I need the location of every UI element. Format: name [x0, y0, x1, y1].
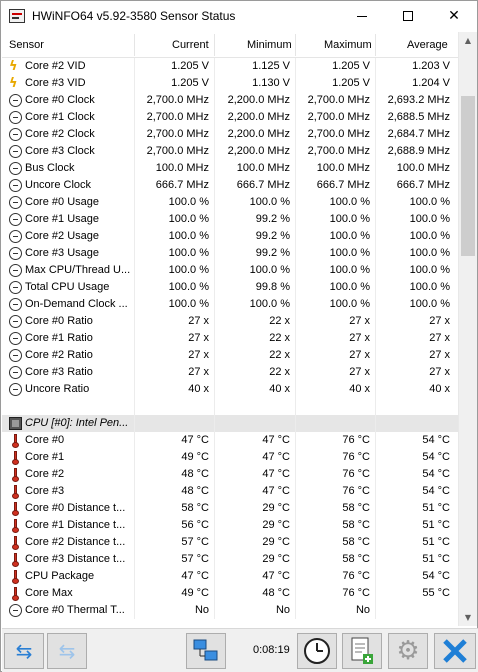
- sensor-name: Core #3 Clock: [25, 145, 95, 157]
- gauge-icon: [9, 111, 22, 124]
- maximum-value: 58 °C: [342, 553, 370, 565]
- table-row[interactable]: [2, 449, 458, 466]
- minimum-value: 29 °C: [262, 502, 290, 514]
- current-value: 48 °C: [181, 485, 209, 497]
- minimum-value: 47 °C: [262, 451, 290, 463]
- average-value: 54 °C: [422, 468, 450, 480]
- minimum-value: 48 °C: [262, 587, 290, 599]
- column-header-average[interactable]: Average: [407, 39, 448, 51]
- sensor-name: Core #3 VID: [25, 77, 86, 89]
- gauge-icon: [9, 315, 22, 328]
- maximum-value: 100.0 %: [329, 264, 370, 276]
- maximum-value: 76 °C: [342, 434, 370, 446]
- column-header-minimum[interactable]: Minimum: [247, 39, 292, 51]
- sensor-name: Core #1 Usage: [25, 213, 99, 225]
- minimum-value: 22 x: [269, 332, 290, 344]
- gauge-icon: [9, 230, 22, 243]
- double-arrow-dim-icon: ⇆: [58, 639, 76, 663]
- gauge-icon: [9, 366, 22, 379]
- gauge-icon: [9, 247, 22, 260]
- maximum-value: 1.205 V: [332, 77, 370, 89]
- current-value: 47 °C: [181, 434, 209, 446]
- current-value: 100.0 %: [168, 247, 209, 259]
- maximum-value: 2,700.0 MHz: [307, 94, 370, 106]
- average-value: 100.0 %: [409, 196, 450, 208]
- sensor-name: Core #0 Clock: [25, 94, 95, 106]
- average-value: 1.204 V: [412, 77, 450, 89]
- current-value: No: [194, 604, 209, 616]
- table-row[interactable]: [2, 330, 458, 347]
- sensor-name: Core #0 Usage: [25, 196, 99, 208]
- current-value: 100.0 %: [168, 213, 209, 225]
- minimum-value: 47 °C: [262, 468, 290, 480]
- gear-icon: ⚙: [396, 636, 420, 666]
- minimum-value: 100.0 %: [249, 196, 290, 208]
- average-value: 2,684.7 MHz: [387, 128, 450, 140]
- current-value: 57 °C: [181, 536, 209, 548]
- scroll-down-arrow-icon[interactable]: ▼: [464, 613, 472, 622]
- sensor-name: Core #2 Clock: [25, 128, 95, 140]
- average-value: 40 x: [429, 383, 450, 395]
- table-row[interactable]: [2, 585, 458, 602]
- current-value: 27 x: [188, 332, 209, 344]
- minimum-value: 2,200.0 MHz: [227, 94, 290, 106]
- column-header-current[interactable]: Current: [172, 39, 209, 51]
- close-x-icon: [441, 637, 469, 665]
- thermometer-icon: [9, 553, 22, 566]
- thermometer-icon: [9, 587, 22, 600]
- minimum-value: 22 x: [269, 349, 290, 361]
- table-row[interactable]: [2, 432, 458, 449]
- minimum-value: 2,200.0 MHz: [227, 145, 290, 157]
- maximum-value: 58 °C: [342, 519, 370, 531]
- sensor-name: Core #0 Thermal T...: [25, 604, 125, 616]
- maximize-icon: [403, 11, 413, 21]
- minimum-value: 99.2 %: [255, 247, 290, 259]
- sensor-name: Core #3 Distance t...: [25, 553, 126, 565]
- status-toolbar: [2, 628, 478, 672]
- sensor-name: CPU Package: [25, 570, 95, 582]
- current-value: 27 x: [188, 366, 209, 378]
- average-value: 666.7 MHz: [396, 179, 450, 191]
- current-value: 100.0 %: [168, 298, 209, 310]
- sensor-name: Core #2 Usage: [25, 230, 99, 242]
- average-value: 100.0 %: [409, 281, 450, 293]
- current-value: 1.205 V: [171, 60, 209, 72]
- table-row[interactable]: [2, 92, 458, 109]
- minimum-value: 100.0 %: [249, 298, 290, 310]
- maximum-value: 27 x: [349, 332, 370, 344]
- gauge-icon: [9, 94, 22, 107]
- current-value: 27 x: [188, 349, 209, 361]
- sensor-name: Max CPU/Thread U...: [25, 264, 131, 276]
- column-header-sensor[interactable]: Sensor: [9, 39, 44, 51]
- current-value: 2,700.0 MHz: [146, 145, 209, 157]
- sensor-name: Core #2 Distance t...: [25, 536, 126, 548]
- sensor-name: Core #2 Ratio: [25, 349, 93, 361]
- table-row[interactable]: [2, 211, 458, 228]
- minimum-value: 40 x: [269, 383, 290, 395]
- table-row[interactable]: [2, 126, 458, 143]
- sensor-name: Total CPU Usage: [25, 281, 110, 293]
- title-bar[interactable]: [1, 1, 477, 31]
- maximum-value: 100.0 %: [329, 230, 370, 242]
- minimum-value: 100.0 MHz: [236, 162, 290, 174]
- blank-row: [2, 398, 458, 415]
- minimum-value: 29 °C: [262, 519, 290, 531]
- average-value: 100.0 MHz: [396, 162, 450, 174]
- maximum-value: 58 °C: [342, 536, 370, 548]
- table-row[interactable]: [2, 381, 458, 398]
- table-row[interactable]: [2, 279, 458, 296]
- table-row[interactable]: [2, 160, 458, 177]
- maximum-value: 27 x: [349, 349, 370, 361]
- maximum-value: 100.0 %: [329, 298, 370, 310]
- cpu-chip-icon: [9, 417, 22, 430]
- average-value: 51 °C: [422, 502, 450, 514]
- minimum-value: 47 °C: [262, 570, 290, 582]
- elapsed-timer: 0:08:19: [253, 644, 290, 656]
- maximum-value: 666.7 MHz: [316, 179, 370, 191]
- maximum-value: 2,700.0 MHz: [307, 128, 370, 140]
- close-icon: ✕: [448, 8, 460, 24]
- minimize-button[interactable]: [339, 1, 385, 31]
- average-value: 1.203 V: [412, 60, 450, 72]
- table-row[interactable]: [2, 296, 458, 313]
- table-row[interactable]: [2, 551, 458, 568]
- gauge-icon: [9, 145, 22, 158]
- gauge-icon: [9, 162, 22, 175]
- table-row[interactable]: [2, 245, 458, 262]
- sensor-rows: [2, 58, 458, 619]
- average-value: 100.0 %: [409, 213, 450, 225]
- vertical-scrollbar[interactable]: [458, 32, 477, 626]
- current-value: 57 °C: [181, 553, 209, 565]
- thermometer-icon: [9, 519, 22, 532]
- maximum-value: 58 °C: [342, 502, 370, 514]
- average-value: 55 °C: [422, 587, 450, 599]
- current-value: 56 °C: [181, 519, 209, 531]
- thermometer-icon: [9, 536, 22, 549]
- maximum-value: 100.0 MHz: [316, 162, 370, 174]
- thermometer-icon: [9, 502, 22, 515]
- gauge-icon: [9, 332, 22, 345]
- minimum-value: No: [275, 604, 290, 616]
- report-add-icon: [349, 636, 375, 666]
- table-row[interactable]: [2, 177, 458, 194]
- maximum-value: 27 x: [349, 315, 370, 327]
- sensor-name: Core Max: [25, 587, 73, 599]
- maximum-value: 100.0 %: [329, 196, 370, 208]
- minimum-value: 99.2 %: [255, 230, 290, 242]
- table-row[interactable]: [2, 483, 458, 500]
- sensor-table[interactable]: [2, 32, 458, 626]
- current-value: 49 °C: [181, 451, 209, 463]
- sensor-name: Core #1 Ratio: [25, 332, 93, 344]
- table-row[interactable]: [2, 364, 458, 381]
- minimum-value: 99.8 %: [255, 281, 290, 293]
- gauge-icon: [9, 196, 22, 209]
- sensor-name: CPU [#0]: Intel Pen...: [25, 417, 129, 429]
- sensor-name: Core #0 Distance t...: [25, 502, 126, 514]
- table-row[interactable]: [2, 313, 458, 330]
- sensor-name: On-Demand Clock ...: [25, 298, 128, 310]
- gauge-icon: [9, 281, 22, 294]
- minimum-value: 2,200.0 MHz: [227, 111, 290, 123]
- maximum-value: 27 x: [349, 366, 370, 378]
- maximum-value: 76 °C: [342, 451, 370, 463]
- current-value: 47 °C: [181, 570, 209, 582]
- minimize-icon: [357, 16, 367, 17]
- window-title: HWiNFO64 v5.92-3580 Sensor Status: [32, 9, 236, 23]
- sensor-name: Uncore Ratio: [25, 383, 90, 395]
- minimum-value: 22 x: [269, 366, 290, 378]
- thermometer-icon: [9, 468, 22, 481]
- sensor-name: Core #2: [25, 468, 65, 480]
- sensor-name: Core #3: [25, 485, 65, 497]
- average-value: 2,688.5 MHz: [387, 111, 450, 123]
- maximum-value: 2,700.0 MHz: [307, 145, 370, 157]
- gauge-icon: [9, 264, 22, 277]
- current-value: 2,700.0 MHz: [146, 128, 209, 140]
- maximum-value: 2,700.0 MHz: [307, 111, 370, 123]
- table-row[interactable]: [2, 568, 458, 585]
- table-row[interactable]: [2, 194, 458, 211]
- table-row[interactable]: [2, 109, 458, 126]
- gauge-icon: [9, 213, 22, 226]
- maximum-value: 100.0 %: [329, 247, 370, 259]
- average-value: 51 °C: [422, 553, 450, 565]
- table-row[interactable]: [2, 517, 458, 534]
- average-value: 51 °C: [422, 536, 450, 548]
- maximum-value: No: [355, 604, 370, 616]
- average-value: 54 °C: [422, 451, 450, 463]
- table-row[interactable]: [2, 228, 458, 245]
- thermometer-icon: [9, 434, 22, 447]
- sensor-name: Core #3 Usage: [25, 247, 99, 259]
- sensor-group-header[interactable]: [2, 415, 458, 432]
- lightning-bolt-icon: ϟ: [9, 76, 18, 91]
- scrollbar-thumb[interactable]: [461, 96, 475, 256]
- average-value: 100.0 %: [409, 230, 450, 242]
- navigate-left-button[interactable]: [4, 633, 44, 669]
- current-value: 2,700.0 MHz: [146, 94, 209, 106]
- clock-icon: [302, 636, 332, 666]
- minimum-value: 100.0 %: [249, 264, 290, 276]
- table-row[interactable]: [2, 262, 458, 279]
- gauge-icon: [9, 179, 22, 192]
- table-row[interactable]: [2, 58, 458, 75]
- thermometer-icon: [9, 570, 22, 583]
- gauge-icon: [9, 383, 22, 396]
- average-value: 27 x: [429, 315, 450, 327]
- network-computers-icon: [192, 638, 220, 664]
- average-value: 27 x: [429, 349, 450, 361]
- maximum-value: 1.205 V: [332, 60, 370, 72]
- maximum-value: 76 °C: [342, 468, 370, 480]
- table-row[interactable]: [2, 347, 458, 364]
- current-value: 1.205 V: [171, 77, 209, 89]
- sensor-name: Uncore Clock: [25, 179, 92, 191]
- maximize-button[interactable]: [385, 1, 431, 31]
- table-row[interactable]: [2, 534, 458, 551]
- gauge-icon: [9, 298, 22, 311]
- average-value: 100.0 %: [409, 298, 450, 310]
- gauge-icon: [9, 604, 22, 617]
- current-value: 48 °C: [181, 468, 209, 480]
- network-button[interactable]: [186, 633, 226, 669]
- minimum-value: 29 °C: [262, 536, 290, 548]
- sensor-name: Core #0 Ratio: [25, 315, 93, 327]
- close-button[interactable]: [431, 1, 477, 31]
- minimum-value: 29 °C: [262, 553, 290, 565]
- thermometer-icon: [9, 451, 22, 464]
- column-header-maximum[interactable]: Maximum: [324, 39, 372, 51]
- average-value: 27 x: [429, 332, 450, 344]
- gauge-icon: [9, 349, 22, 362]
- thermometer-icon: [9, 485, 22, 498]
- minimum-value: 99.2 %: [255, 213, 290, 225]
- current-value: 666.7 MHz: [155, 179, 209, 191]
- sensor-name: Core #1: [25, 451, 65, 463]
- sensor-name: Core #1 Clock: [25, 111, 95, 123]
- logging-button[interactable]: [342, 633, 382, 669]
- minimum-value: 47 °C: [262, 485, 290, 497]
- table-row[interactable]: [2, 143, 458, 160]
- average-value: 100.0 %: [409, 264, 450, 276]
- navigate-right-button[interactable]: [47, 633, 87, 669]
- current-value: 100.0 MHz: [155, 162, 209, 174]
- average-value: 100.0 %: [409, 247, 450, 259]
- current-value: 100.0 %: [168, 230, 209, 242]
- table-row[interactable]: [2, 602, 458, 619]
- sensor-name: Core #0: [25, 434, 65, 446]
- current-value: 2,700.0 MHz: [146, 111, 209, 123]
- sensor-name: Core #1 Distance t...: [25, 519, 126, 531]
- current-value: 27 x: [188, 315, 209, 327]
- maximum-value: 100.0 %: [329, 281, 370, 293]
- sensor-name: Core #3 Ratio: [25, 366, 93, 378]
- average-value: 54 °C: [422, 485, 450, 497]
- maximum-value: 76 °C: [342, 570, 370, 582]
- minimum-value: 666.7 MHz: [236, 179, 290, 191]
- average-value: 51 °C: [422, 519, 450, 531]
- maximum-value: 76 °C: [342, 485, 370, 497]
- minimum-value: 22 x: [269, 315, 290, 327]
- average-value: 54 °C: [422, 570, 450, 582]
- current-value: 58 °C: [181, 502, 209, 514]
- current-value: 40 x: [188, 383, 209, 395]
- current-value: 100.0 %: [168, 264, 209, 276]
- average-value: 27 x: [429, 366, 450, 378]
- lightning-bolt-icon: ϟ: [9, 59, 18, 74]
- hwinfo-app-icon: [9, 9, 25, 23]
- current-value: 100.0 %: [168, 281, 209, 293]
- close-sensors-button[interactable]: [434, 633, 476, 669]
- average-value: 2,693.2 MHz: [387, 94, 450, 106]
- table-row[interactable]: [2, 75, 458, 92]
- double-arrow-icon: ⇆: [15, 639, 33, 663]
- table-header: [2, 32, 458, 58]
- minimum-value: 2,200.0 MHz: [227, 128, 290, 140]
- settings-button[interactable]: [388, 633, 428, 669]
- average-value: 2,688.9 MHz: [387, 145, 450, 157]
- average-value: 54 °C: [422, 434, 450, 446]
- timer-reset-button[interactable]: [297, 633, 337, 669]
- minimum-value: 47 °C: [262, 434, 290, 446]
- current-value: 100.0 %: [168, 196, 209, 208]
- minimum-value: 1.130 V: [252, 77, 290, 89]
- minimum-value: 1.125 V: [252, 60, 290, 72]
- maximum-value: 40 x: [349, 383, 370, 395]
- gauge-icon: [9, 128, 22, 141]
- maximum-value: 100.0 %: [329, 213, 370, 225]
- sensor-name: Bus Clock: [25, 162, 75, 174]
- sensor-name: Core #2 VID: [25, 60, 86, 72]
- scroll-up-arrow-icon[interactable]: ▲: [464, 36, 472, 45]
- current-value: 49 °C: [181, 587, 209, 599]
- maximum-value: 76 °C: [342, 587, 370, 599]
- table-row[interactable]: [2, 466, 458, 483]
- table-row[interactable]: [2, 500, 458, 517]
